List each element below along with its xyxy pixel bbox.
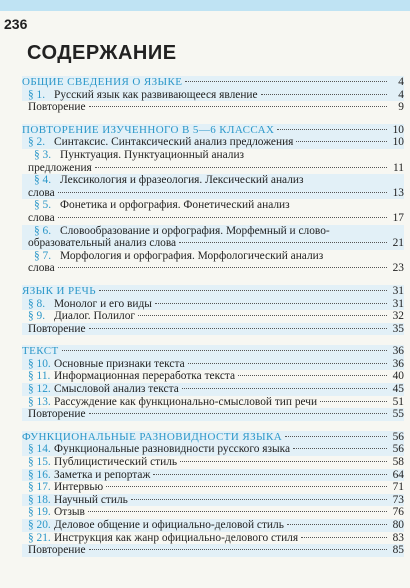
section-gap: [22, 421, 404, 431]
entry-text: слова: [28, 262, 55, 275]
dot-leader: [62, 350, 387, 351]
dot-leader: [153, 474, 387, 475]
dot-leader: [261, 94, 387, 95]
entry-page: 31: [392, 284, 404, 297]
entry-page: 83: [392, 531, 404, 544]
entry-text: предложения: [28, 161, 92, 174]
entry-text: Морфология и орфография. Морфологический анализ: [60, 249, 324, 262]
section-number: § 1.: [28, 88, 46, 101]
toc-section: [22, 345, 404, 421]
section-number: § 16.: [28, 468, 51, 481]
section-number: § 2.: [28, 136, 46, 149]
entry-text: ОБЩИЕ СВЕДЕНИЯ О ЯЗЫКЕ: [22, 76, 183, 88]
entry-page: 80: [392, 519, 404, 531]
toc-entry: [22, 506, 404, 519]
toc-entry: [22, 396, 404, 409]
entry-text: Повторение: [28, 101, 86, 114]
section-number: § 14.: [28, 443, 51, 456]
entry-text: Монолог и его виды: [54, 297, 152, 310]
dot-leader: [89, 413, 387, 414]
toc-entry: [22, 89, 404, 102]
dot-leader: [58, 217, 387, 218]
toc-section: [22, 124, 404, 275]
entry-text: ПОВТОРЕНИЕ ИЗУЧЕННОГО В 5—6 КЛАССАХ: [22, 123, 275, 136]
dot-leader: [293, 448, 387, 449]
entry-page: 73: [392, 493, 404, 506]
section-number: § 18.: [28, 493, 51, 506]
entry-page: 45: [392, 383, 404, 396]
entry-text: Словообразование и орфография. Морфемный и слово-: [60, 224, 330, 237]
toc-entry: [22, 136, 404, 149]
dot-leader: [89, 328, 387, 329]
toc-entry: [22, 174, 404, 187]
toc-entry: [22, 383, 404, 396]
dot-leader: [106, 486, 387, 487]
entry-page: 76: [392, 506, 404, 519]
entry-text: Лексикология и фразеология. Лексический анализ: [60, 174, 304, 187]
entry-page: 10: [392, 136, 404, 149]
toc-entry: [22, 469, 404, 482]
section-number: § 12.: [28, 383, 51, 396]
entry-page: 40: [392, 370, 404, 383]
entry-page: 64: [392, 468, 404, 481]
section-heading: [22, 285, 404, 298]
section-number: § 19.: [28, 506, 51, 519]
section-heading: [22, 76, 404, 89]
entry-text: Повторение: [28, 322, 86, 335]
dot-leader: [185, 81, 387, 82]
section-number: § 5.: [34, 199, 52, 212]
toc-entry-review: [22, 323, 404, 336]
entry-page: 13: [392, 186, 404, 199]
dot-leader: [95, 167, 387, 168]
toc-entry: [22, 250, 404, 263]
section-heading: [22, 431, 404, 444]
dot-leader: [58, 267, 387, 268]
page-number: 236: [4, 16, 28, 32]
entry-page: 4: [398, 76, 404, 88]
entry-page: 10: [392, 123, 404, 136]
section-gap: [22, 335, 404, 345]
dot-leader: [88, 511, 387, 512]
dot-leader: [188, 363, 387, 364]
toc-entry-continuation: [22, 187, 404, 200]
entry-text: Смысловой анализ текста: [54, 383, 179, 396]
entry-page: 85: [392, 544, 404, 557]
entry-text: Фонетика и орфография. Фонетический анализ: [60, 199, 290, 212]
entry-text: Инструкция как жанр официально-делового стиля: [54, 531, 299, 544]
toc-entry: [22, 456, 404, 469]
dot-leader: [131, 499, 387, 500]
toc-entry: [22, 443, 404, 456]
section-number: § 13.: [28, 395, 51, 408]
dot-leader: [182, 388, 387, 389]
entry-page: 36: [392, 357, 404, 370]
section-number: § 10.: [28, 357, 51, 370]
section-number: § 9.: [28, 310, 46, 323]
section-number: § 17.: [28, 481, 51, 494]
dot-leader: [89, 106, 387, 107]
section-number: § 6.: [34, 224, 52, 237]
entry-text: Научный стиль: [54, 493, 128, 506]
entry-page: 21: [392, 237, 404, 250]
page-title: СОДЕРЖАНИЕ: [27, 42, 177, 64]
section-gap: [22, 114, 404, 124]
entry-page: 56: [392, 430, 404, 443]
section-number: § 3.: [34, 148, 52, 161]
section-gap: [22, 275, 404, 285]
dot-leader: [155, 303, 387, 304]
entry-text: Отзыв: [54, 506, 85, 519]
toc-entry-continuation: [22, 237, 404, 250]
entry-text: Повторение: [28, 544, 86, 557]
section-number: § 7.: [34, 249, 52, 262]
entry-text: Публицистический стиль: [54, 456, 178, 469]
toc-entry-review: [22, 408, 404, 421]
dot-leader: [99, 290, 387, 291]
dot-leader: [89, 549, 387, 550]
section-number: § 11.: [28, 370, 51, 383]
entry-text: слова: [28, 211, 55, 224]
toc-entry: [22, 532, 404, 545]
dot-leader: [238, 375, 387, 376]
toc-entry-continuation: [22, 262, 404, 275]
entry-text: Русский язык как развивающееся явление: [54, 88, 258, 101]
table-of-contents: [22, 76, 404, 557]
entry-page: 58: [392, 456, 404, 469]
entry-page: 4: [398, 88, 404, 101]
entry-page: 11: [393, 161, 404, 174]
section-number: § 20.: [28, 519, 51, 531]
entry-text: Рассуждение как функционально-смысловой тип речи: [54, 395, 318, 408]
entry-text: ФУНКЦИОНАЛЬНЫЕ РАЗНОВИДНОСТИ ЯЗЫКА: [22, 430, 283, 443]
toc-entry: [22, 199, 404, 212]
dot-leader: [285, 436, 387, 437]
section-number: § 15.: [28, 456, 51, 469]
entry-text: Пунктуация. Пунктуационный анализ: [60, 148, 245, 161]
dot-leader: [179, 242, 387, 243]
entry-text: ЯЗЫК И РЕЧЬ: [22, 284, 96, 297]
entry-text: образовательный анализ слова: [28, 237, 177, 250]
section-number: § 4.: [34, 174, 52, 187]
toc-section: [22, 76, 404, 114]
toc-entry-continuation: [22, 162, 404, 175]
entry-page: 36: [392, 345, 404, 358]
entry-page: 17: [392, 211, 404, 224]
entry-page: 23: [392, 262, 404, 275]
entry-page: 35: [392, 322, 404, 335]
entry-page: 9: [398, 101, 404, 114]
top-color-band: [0, 0, 410, 11]
entry-text: Деловое общение и официально-деловой стиль: [54, 519, 284, 531]
entry-page: 31: [392, 297, 404, 310]
dot-leader: [138, 315, 387, 316]
entry-text: Функциональные разновидности русского языка: [54, 443, 291, 456]
dot-leader: [180, 461, 387, 462]
entry-text: Информационная переработка текста: [54, 370, 236, 383]
entry-text: Основные признаки текста: [54, 357, 185, 370]
section-heading: [22, 124, 404, 137]
section-number: § 8.: [28, 297, 46, 310]
toc-entry: [22, 494, 404, 507]
toc-entry: [22, 481, 404, 494]
entry-text: Интервью: [54, 481, 104, 494]
entry-page: 56: [392, 443, 404, 456]
toc-entry: [22, 225, 404, 238]
entry-text: ТЕКСТ: [22, 345, 59, 358]
toc-section: [22, 285, 404, 335]
toc-entry: [22, 298, 404, 311]
entry-page: 71: [392, 481, 404, 494]
dot-leader: [277, 129, 387, 130]
toc-entry: [22, 519, 404, 532]
toc-entry: [22, 310, 404, 323]
toc-entry-continuation: [22, 212, 404, 225]
entry-page: 32: [392, 310, 404, 323]
dot-leader: [301, 537, 387, 538]
toc-section: [22, 431, 404, 557]
dot-leader: [296, 141, 387, 142]
entry-text: Диалог. Полилог: [54, 310, 136, 323]
entry-page: 51: [392, 395, 404, 408]
toc-entry: [22, 358, 404, 371]
entry-text: Заметка и репортаж: [54, 468, 151, 481]
toc-entry: [22, 370, 404, 383]
entry-page: 55: [392, 408, 404, 421]
toc-entry: [22, 149, 404, 162]
dot-leader: [58, 192, 387, 193]
dot-leader: [287, 524, 387, 525]
toc-entry-review: [22, 544, 404, 557]
entry-text: Повторение: [28, 408, 86, 421]
dot-leader: [320, 401, 387, 402]
entry-text: Синтаксис. Синтаксический анализ предложения: [54, 136, 294, 149]
toc-entry-review: [22, 101, 404, 114]
entry-text: слова: [28, 186, 55, 199]
section-heading: [22, 345, 404, 358]
section-number: § 21.: [28, 531, 51, 544]
